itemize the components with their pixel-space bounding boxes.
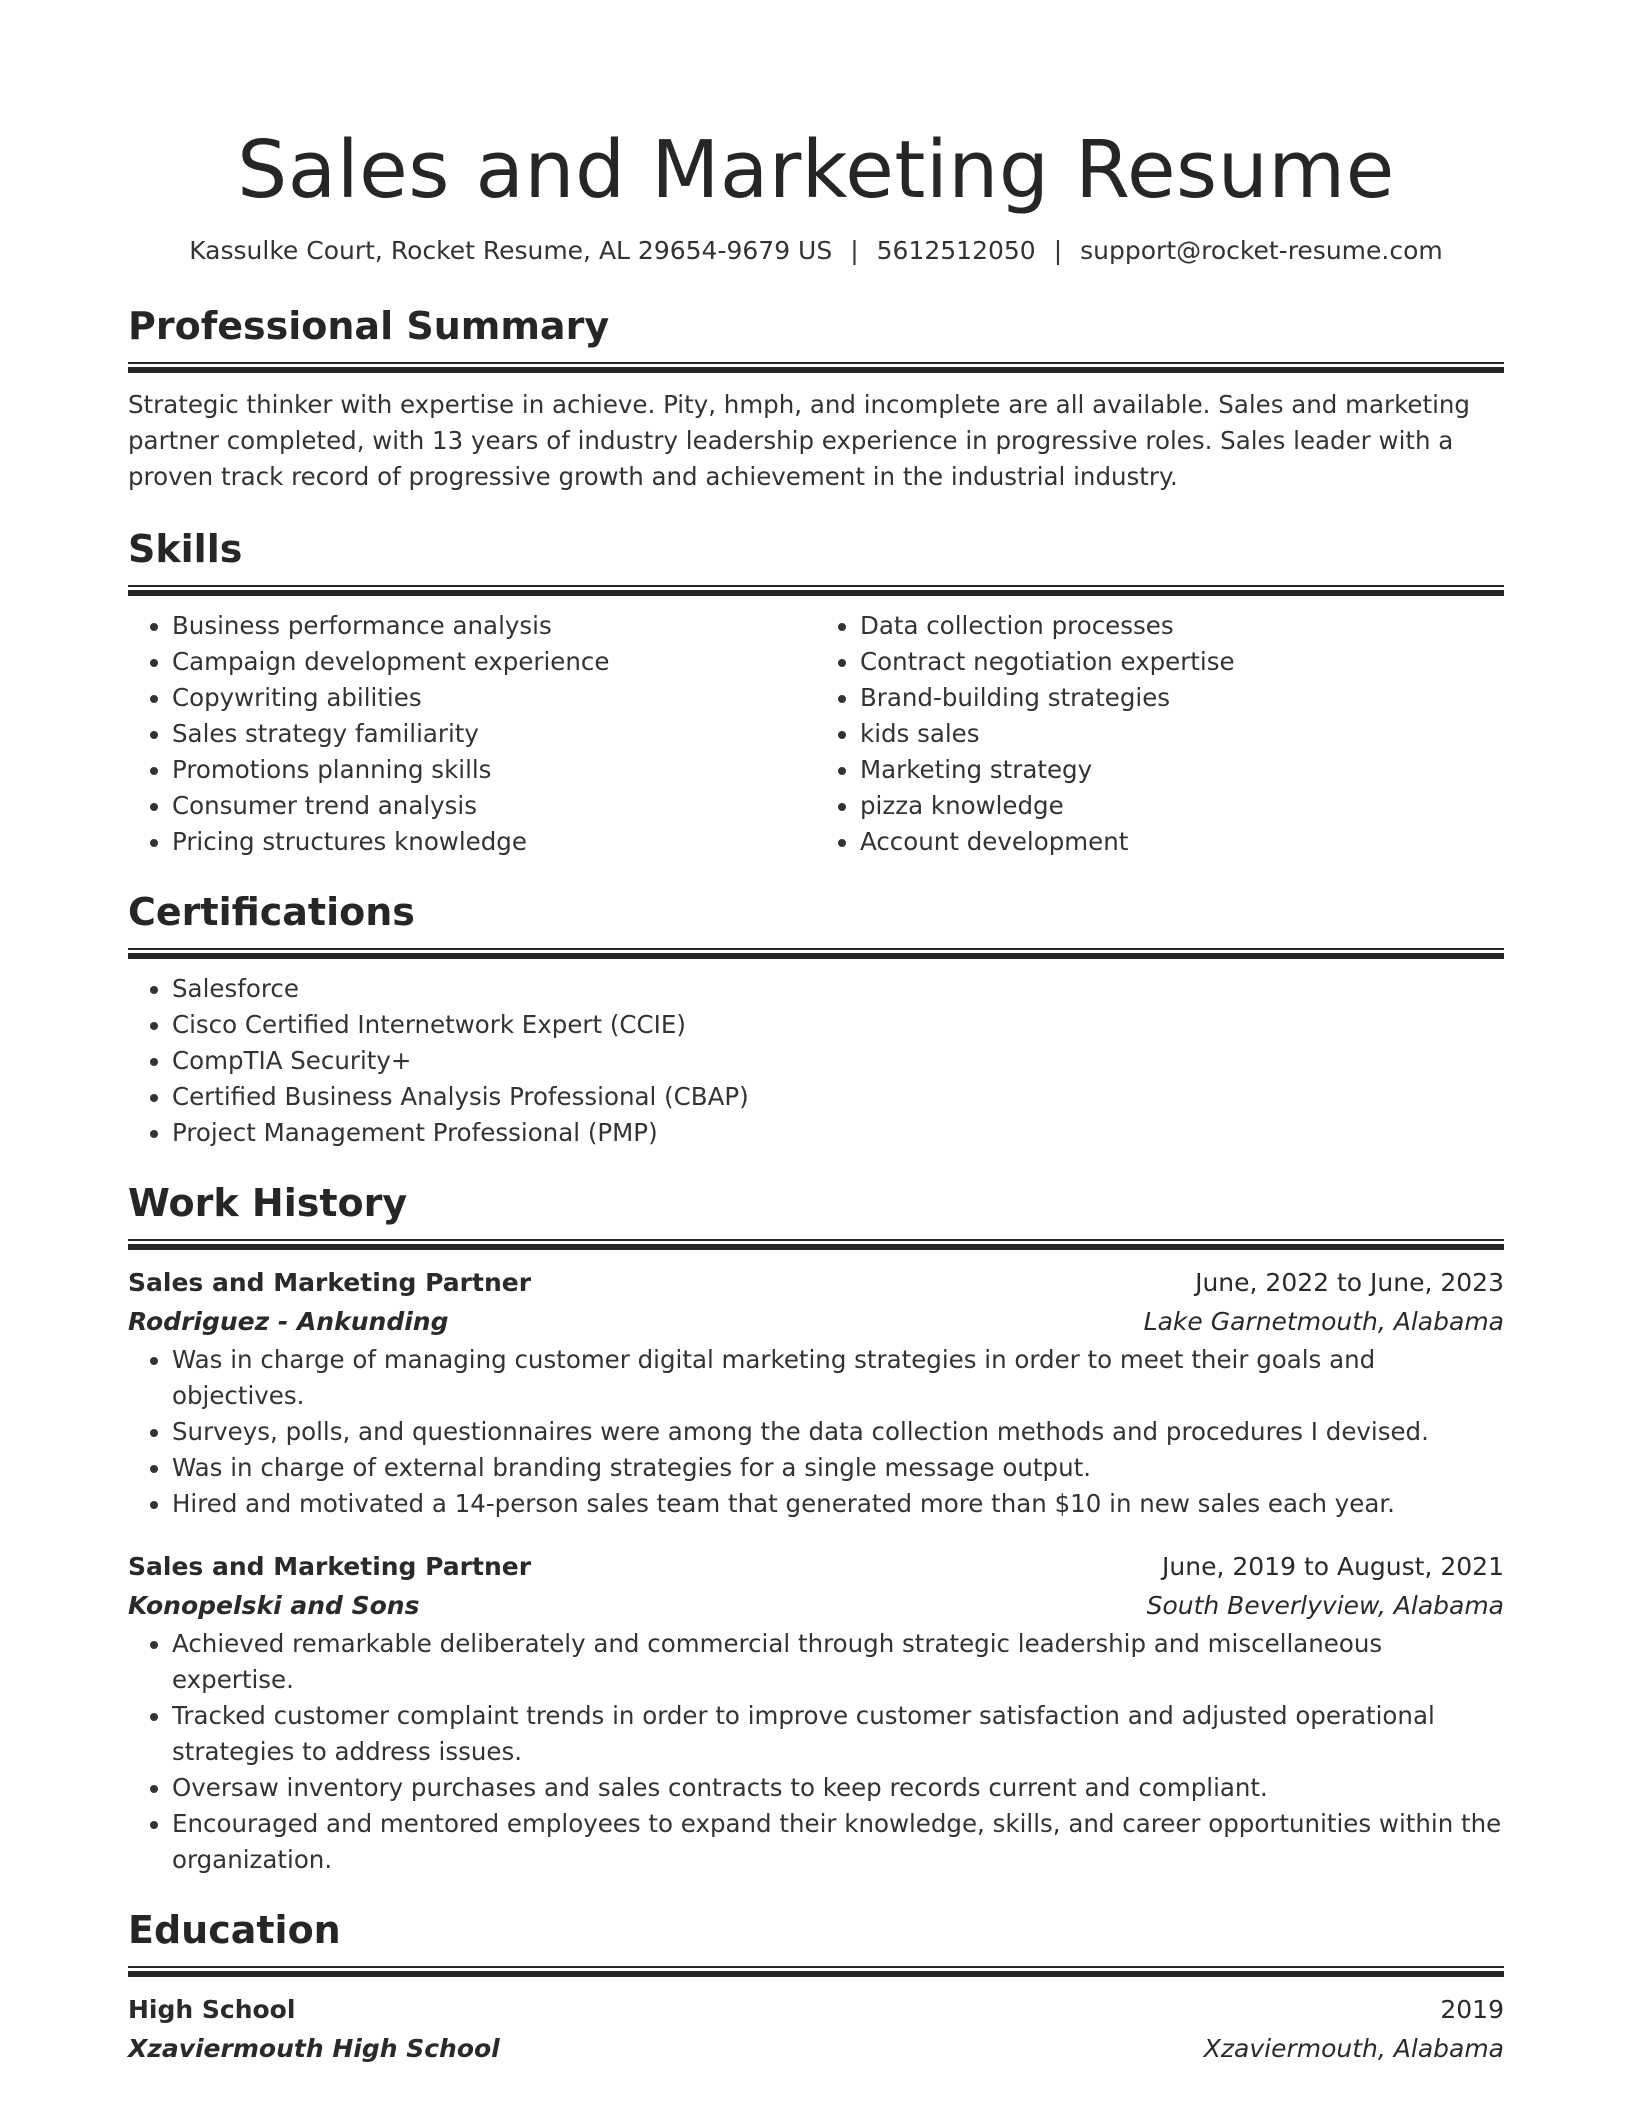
certifications-section bbox=[128, 888, 1504, 1151]
section-divider bbox=[128, 585, 1504, 596]
skill-item: • Marketing strategy bbox=[860, 752, 1504, 788]
job-dates: June, 2019 to August, 2021 bbox=[1162, 1552, 1504, 1581]
job-bullet: • Was in charge of external branding strategies for a single message output. bbox=[172, 1450, 1504, 1486]
skills-column-left bbox=[128, 608, 816, 860]
section-divider bbox=[128, 1966, 1504, 1977]
job-location: South Beverlyview, Alabama bbox=[1146, 1591, 1504, 1620]
section-heading-summary: Professional Summary bbox=[128, 304, 610, 348]
skill-item: • Brand-building strategies bbox=[860, 680, 1504, 716]
education-year: 2019 bbox=[1440, 1995, 1504, 2024]
contact-address: Kassulke Court, Rocket Resume, AL 29654-9679 US bbox=[189, 236, 833, 265]
skill-item: • Business performance analysis bbox=[172, 608, 816, 644]
certifications-list bbox=[128, 971, 1504, 1151]
job-entry bbox=[128, 1264, 1504, 1522]
skill-item: • Data collection processes bbox=[860, 608, 1504, 644]
job-company: Rodriguez - Ankunding bbox=[128, 1307, 449, 1336]
job-bullet: • Encouraged and mentored employees to expand their knowledge, skills, and career opportunities within the organization. bbox=[172, 1806, 1504, 1878]
contact-phone: 5612512050 bbox=[876, 236, 1036, 265]
certification-item: • CompTIA Security+ bbox=[172, 1043, 1504, 1079]
job-dates: June, 2022 to June, 2023 bbox=[1195, 1268, 1504, 1297]
section-heading-work: Work History bbox=[128, 1181, 408, 1225]
skill-item: • Copywriting abilities bbox=[172, 680, 816, 716]
job-bullets bbox=[128, 1342, 1504, 1522]
job-bullet: • Was in charge of managing customer digital marketing strategies in order to meet their goals and objectives. bbox=[172, 1342, 1504, 1414]
section-heading-certifications: Certifications bbox=[128, 890, 415, 934]
resume-page bbox=[128, 0, 1504, 2069]
job-bullets bbox=[128, 1626, 1504, 1878]
skills-columns bbox=[128, 608, 1504, 860]
skill-item: • Consumer trend analysis bbox=[172, 788, 816, 824]
education-entry bbox=[128, 1991, 1504, 2069]
skill-item: • Promotions planning skills bbox=[172, 752, 816, 788]
job-bullet: • Tracked customer complaint trends in order to improve customer satisfaction and adjusted operational strategies to address issues. bbox=[172, 1698, 1504, 1770]
contact-separator: | bbox=[850, 236, 859, 265]
certification-item: • Salesforce bbox=[172, 971, 1504, 1007]
education-degree: High School bbox=[128, 1995, 296, 2024]
contact-email: support@rocket-resume.com bbox=[1080, 236, 1443, 265]
education-school: Xzaviermouth High School bbox=[128, 2034, 500, 2063]
job-bullet: • Achieved remarkable deliberately and commercial through strategic leadership and miscellaneous expertise. bbox=[172, 1626, 1504, 1698]
skill-item: • Campaign development experience bbox=[172, 644, 816, 680]
section-heading-skills: Skills bbox=[128, 527, 243, 571]
summary-text: Strategic thinker with expertise in achieve. Pity, hmph, and incomplete are all available. Sales and marketing partner completed, with 13 years of industry leadership experience in progressive roles. Sales leader with a proven track record of progressive growth and achievement in the industrial industry. bbox=[128, 390, 1470, 491]
section-divider bbox=[128, 362, 1504, 373]
skill-item: • Contract negotiation expertise bbox=[860, 644, 1504, 680]
skill-item: • pizza knowledge bbox=[860, 788, 1504, 824]
job-bullet: • Oversaw inventory purchases and sales contracts to keep records current and compliant. bbox=[172, 1770, 1504, 1806]
job-bullet: • Hired and motivated a 14-person sales team that generated more than $10 in new sales each year. bbox=[172, 1486, 1504, 1522]
education-location: Xzaviermouth, Alabama bbox=[1203, 2034, 1504, 2063]
summary-section bbox=[128, 302, 1504, 495]
skills-column-right bbox=[816, 608, 1504, 860]
skill-item: • Pricing structures knowledge bbox=[172, 824, 816, 860]
work-section bbox=[128, 1179, 1504, 1878]
certification-item: • Cisco Certified Internetwork Expert (CCIE) bbox=[172, 1007, 1504, 1043]
section-divider bbox=[128, 948, 1504, 959]
job-company: Konopelski and Sons bbox=[128, 1591, 420, 1620]
contact-line bbox=[128, 234, 1504, 268]
skill-item: • Sales strategy familiarity bbox=[172, 716, 816, 752]
job-title: Sales and Marketing Partner bbox=[128, 1268, 532, 1297]
education-section bbox=[128, 1906, 1504, 2069]
job-title: Sales and Marketing Partner bbox=[128, 1552, 532, 1581]
skills-section bbox=[128, 525, 1504, 860]
certification-item: • Certified Business Analysis Professional (CBAP) bbox=[172, 1079, 1504, 1115]
contact-separator: | bbox=[1053, 236, 1063, 265]
job-location: Lake Garnetmouth, Alabama bbox=[1143, 1307, 1504, 1336]
section-divider bbox=[128, 1239, 1504, 1250]
section-heading-education: Education bbox=[128, 1908, 341, 1952]
certification-item: • Project Management Professional (PMP) bbox=[172, 1115, 1504, 1151]
resume-title: Sales and Marketing Resume bbox=[237, 124, 1395, 216]
skill-item: • kids sales bbox=[860, 716, 1504, 752]
job-entry bbox=[128, 1548, 1504, 1878]
job-bullet: • Surveys, polls, and questionnaires were among the data collection methods and procedures I devised. bbox=[172, 1414, 1504, 1450]
skill-item: • Account development bbox=[860, 824, 1504, 860]
